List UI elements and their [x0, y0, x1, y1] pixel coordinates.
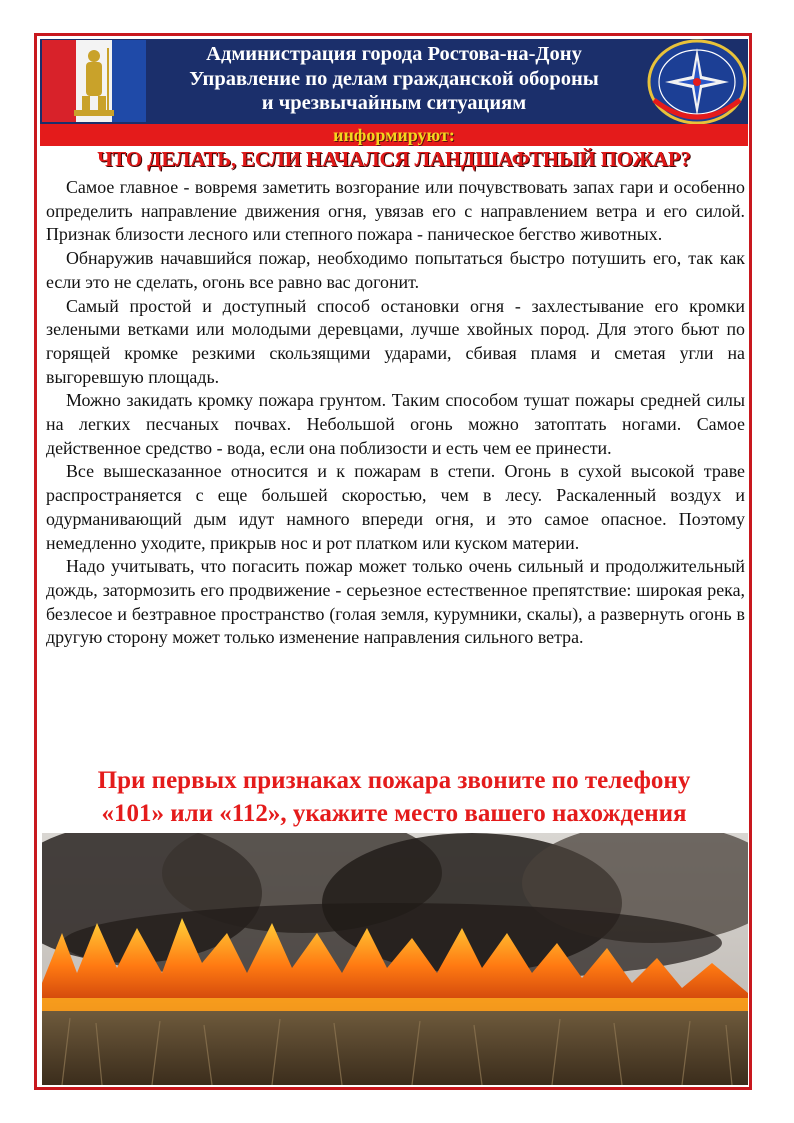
paragraph: Можно закидать кромку пожара грунтом. Таким способом тушат пожары средней силы на легких песчаных почвах. Небольшой огонь можно затоптать ногами. Самое действенное средство - вода, если она поблизости и есть чем ее принести. [46, 390, 745, 458]
header-title [150, 42, 638, 116]
paragraph: Надо учитывать, что погасить пожар может только очень сильный и продолжительный дождь, затормозить его продвижение - серьезное естественное препятствие: широкая река, безлесое и безтравное пространство (голая земля, курумники, скалы), а развернуть огонь в другую сторону может только изменение направления сильного ветра. [46, 556, 745, 648]
paragraph: Самый простой и доступный способ остановки огня - захлестывание его кромки зелеными ветками или молодыми деревцами, лучше хвойных пород. Для этого бьют по горящей кромке резкими скользящими ударами, сбивая пламя и сметая угли на выгоревшую площадь. [46, 295, 745, 387]
callout-line-1: При первых признаках пожара звоните по телефону [97, 767, 691, 794]
wildfire-photo [42, 833, 748, 1085]
article-body [46, 176, 745, 650]
page-title: ЧТО ДЕЛАТЬ, ЕСЛИ НАЧАЛСЯ ЛАНДШАФТНЫЙ ПОЖАР? [97, 147, 691, 171]
rostov-coat-of-arms-icon [42, 40, 146, 122]
paragraph: Обнаружив начавшийся пожар, необходимо попытаться быстро потушить его, так как если это не сделать, огонь все равно вас догонит. [46, 248, 745, 292]
paragraph: Самое главное - вовремя заметить возгорание или почувствовать запах гари и особенно определить направление движения огня, увязав его с направлением ветра и его силой. Признак близости лесного или степного пожара - паническое бегство животных. [46, 177, 745, 245]
paragraph: Все вышесказанное относится и к пожарам в степи. Огонь в сухой высокой траве распространяется с еще большей скоростью, чем в лесу. Раскаленный воздух и одурманивающий дым идут намного впереди огня, и это самое опасное. Поэтому немедленно уходите, прикрыв нос и рот платком или куском материи. [46, 461, 745, 553]
header-line-3: и чрезвычайным ситуациям [261, 92, 527, 114]
callout-line-2: «101» или «112», укажите место вашего нахождения [101, 800, 687, 827]
emergency-callout [40, 764, 748, 830]
subtitle: информируют: [333, 125, 455, 145]
civil-defense-emblem-icon [644, 38, 750, 131]
header-line-2: Управление по делам гражданской обороны [189, 67, 599, 90]
header-line-1: Администрация города Ростова-на-Дону [206, 43, 582, 65]
